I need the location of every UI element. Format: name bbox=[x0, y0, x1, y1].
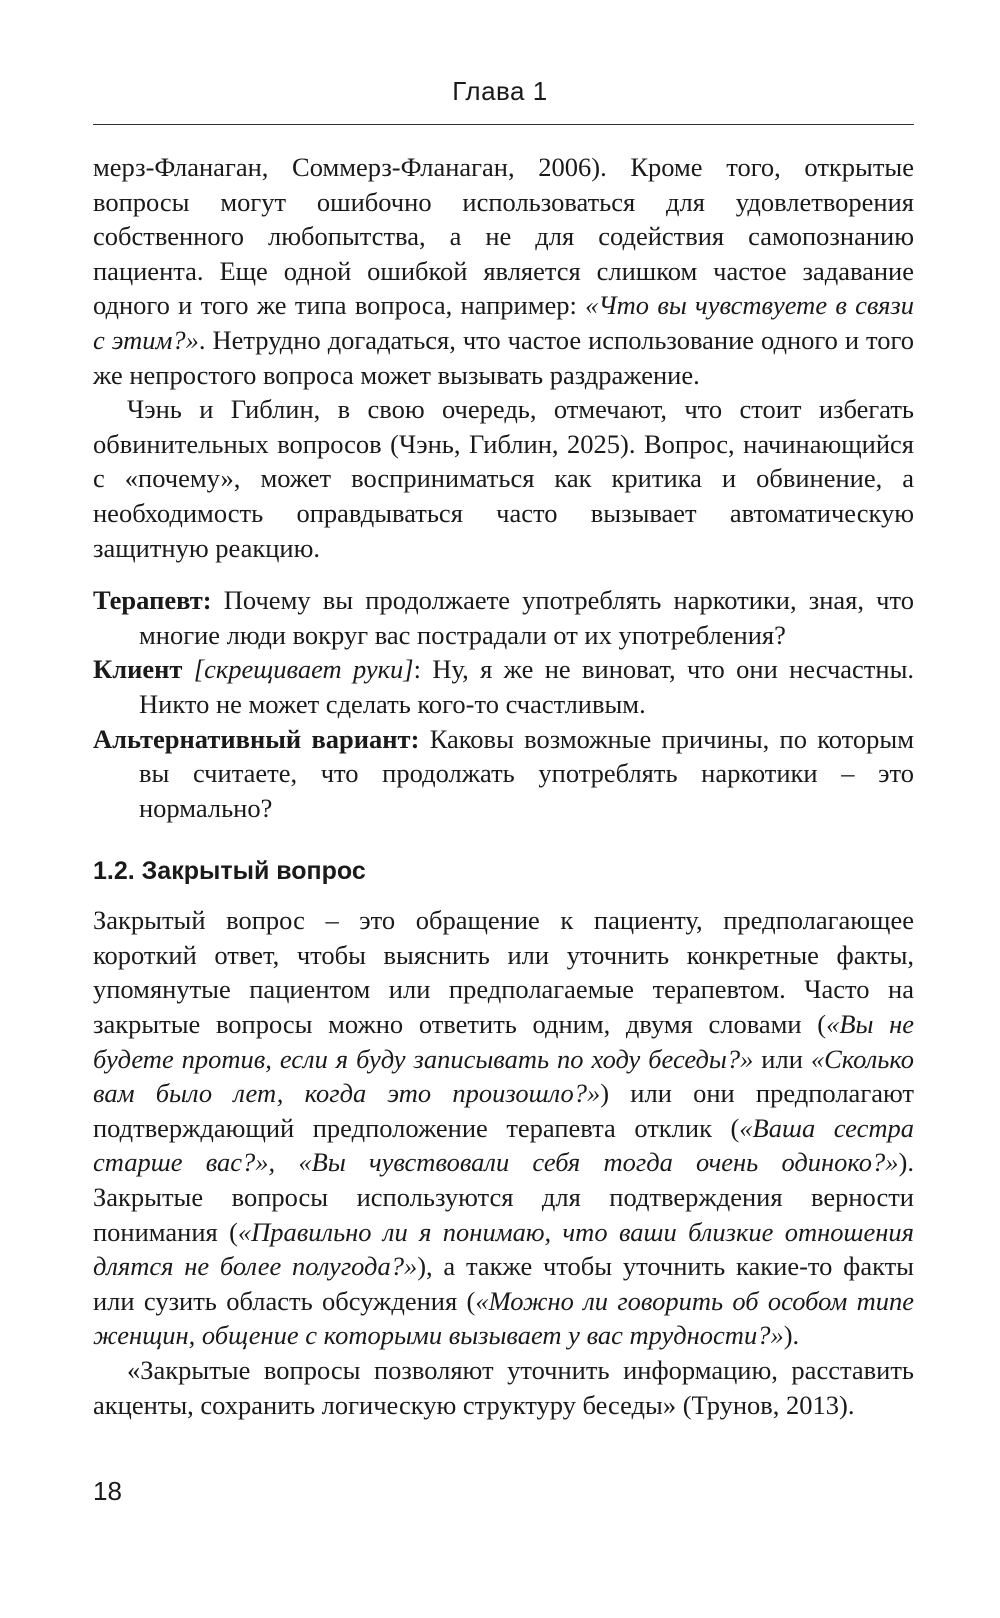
dialogue-example bbox=[93, 583, 914, 825]
paragraph-text: или bbox=[753, 1043, 811, 1074]
paragraph-text: Закрытый вопрос – это обращение к пациенту, предполагающее короткий ответ, чтобы выяснить или уточнить конкретные факты, упомянутые пациентом или предполагаемые терапевтом. Часто на закрытые вопросы можно ответить одним, двумя словами ( bbox=[93, 905, 914, 1040]
quoted-question: «Ваша сестра старше вас?», «Вы чувствовали себя тогда очень одиноко?» bbox=[93, 1112, 914, 1178]
page-body bbox=[93, 150, 914, 1422]
dialogue-text: Каковы возможные причины, по которым вы считаете, что продолжать употреблять наркотики – это нормально? bbox=[139, 723, 914, 823]
quoted-question: «Вы не будете против, если я буду записывать по ходу беседы?» bbox=[93, 1009, 914, 1074]
quoted-question: «Что вы чувствуете в связи с этим?» bbox=[93, 290, 914, 355]
quoted-question: «Правильно ли я понимаю, что ваши близкие отношения длятся не более полугода?» bbox=[93, 1216, 915, 1282]
paragraph-accusatory-questions: Чэнь и Гиблин, в свою очередь, отмечают, что стоит избегать обвинительных вопросов (Чэнь, Гиблин, 2025). Вопрос, начинающийся с «почему», может восприниматься как критика и обвинение, а необходимость оправдываться часто вызывает автоматическую защитную реакцию. bbox=[93, 394, 914, 563]
paragraph-continuation bbox=[93, 150, 914, 392]
stage-direction: [скрещивает руки] bbox=[193, 654, 414, 685]
quoted-question: «Можно ли говорить об особом типе женщин, общение с которыми вызывает у вас трудности?» bbox=[93, 1285, 915, 1351]
section-heading: 1.2. Закрытый вопрос bbox=[93, 857, 366, 886]
paragraph-text: ), а также чтобы уточнить какие-то факты или сузить область обсуждения ( bbox=[93, 1251, 914, 1316]
speaker-label: Альтернативный вариант: bbox=[93, 723, 420, 754]
speaker-label: Терапевт: bbox=[93, 585, 212, 616]
header-divider bbox=[93, 124, 914, 125]
dialogue-text: : Ну, я же не виноват, что они несчастны. Никто не может сделать кого-то счастливым. bbox=[139, 654, 914, 719]
dialogue-line-client bbox=[93, 652, 914, 721]
dialogue-text: Почему вы продолжаете употреблять наркотики, зная, что многие люди вокруг вас пострадали от их употребления? bbox=[139, 585, 914, 650]
paragraph-citation: «Закрытые вопросы позволяют уточнить информацию, расставить акценты, сохранить логическую структуру беседы» (Трунов, 2013). bbox=[93, 1355, 914, 1420]
paragraph-text: . Нетрудно догадаться, что частое использование одного и того же непростого вопроса может вызывать раздражение. bbox=[93, 324, 914, 390]
dialogue-line-therapist bbox=[93, 583, 914, 652]
paragraph-text: ) или они предполагают подтверждающий предположение терапевта отклик ( bbox=[93, 1078, 914, 1143]
running-head-chapter: Глава 1 bbox=[452, 76, 548, 106]
paragraph-text: ). bbox=[783, 1320, 800, 1351]
paragraph-closed-question-definition bbox=[93, 903, 914, 1353]
dialogue-line-alternative bbox=[93, 722, 914, 826]
paragraph-text: мерз-Фланаган, Соммерз-Фланаган, 2006). Кроме того, открытые вопросы могут ошибочно использоваться для удовлетворения собственного любопытства, а не для содействия самопознанию пациента. Еще одной ошибкой является слишком частое задавание одного и того же типа вопроса, например: bbox=[93, 152, 914, 321]
quoted-question: «Сколько вам было лет, когда это произошло?» bbox=[93, 1043, 914, 1109]
page-number: 18 bbox=[93, 1476, 122, 1506]
speaker-label: Клиент bbox=[93, 654, 194, 685]
paragraph-text: ). Закрытые вопросы используются для подтверждения верности понимания ( bbox=[93, 1147, 914, 1247]
